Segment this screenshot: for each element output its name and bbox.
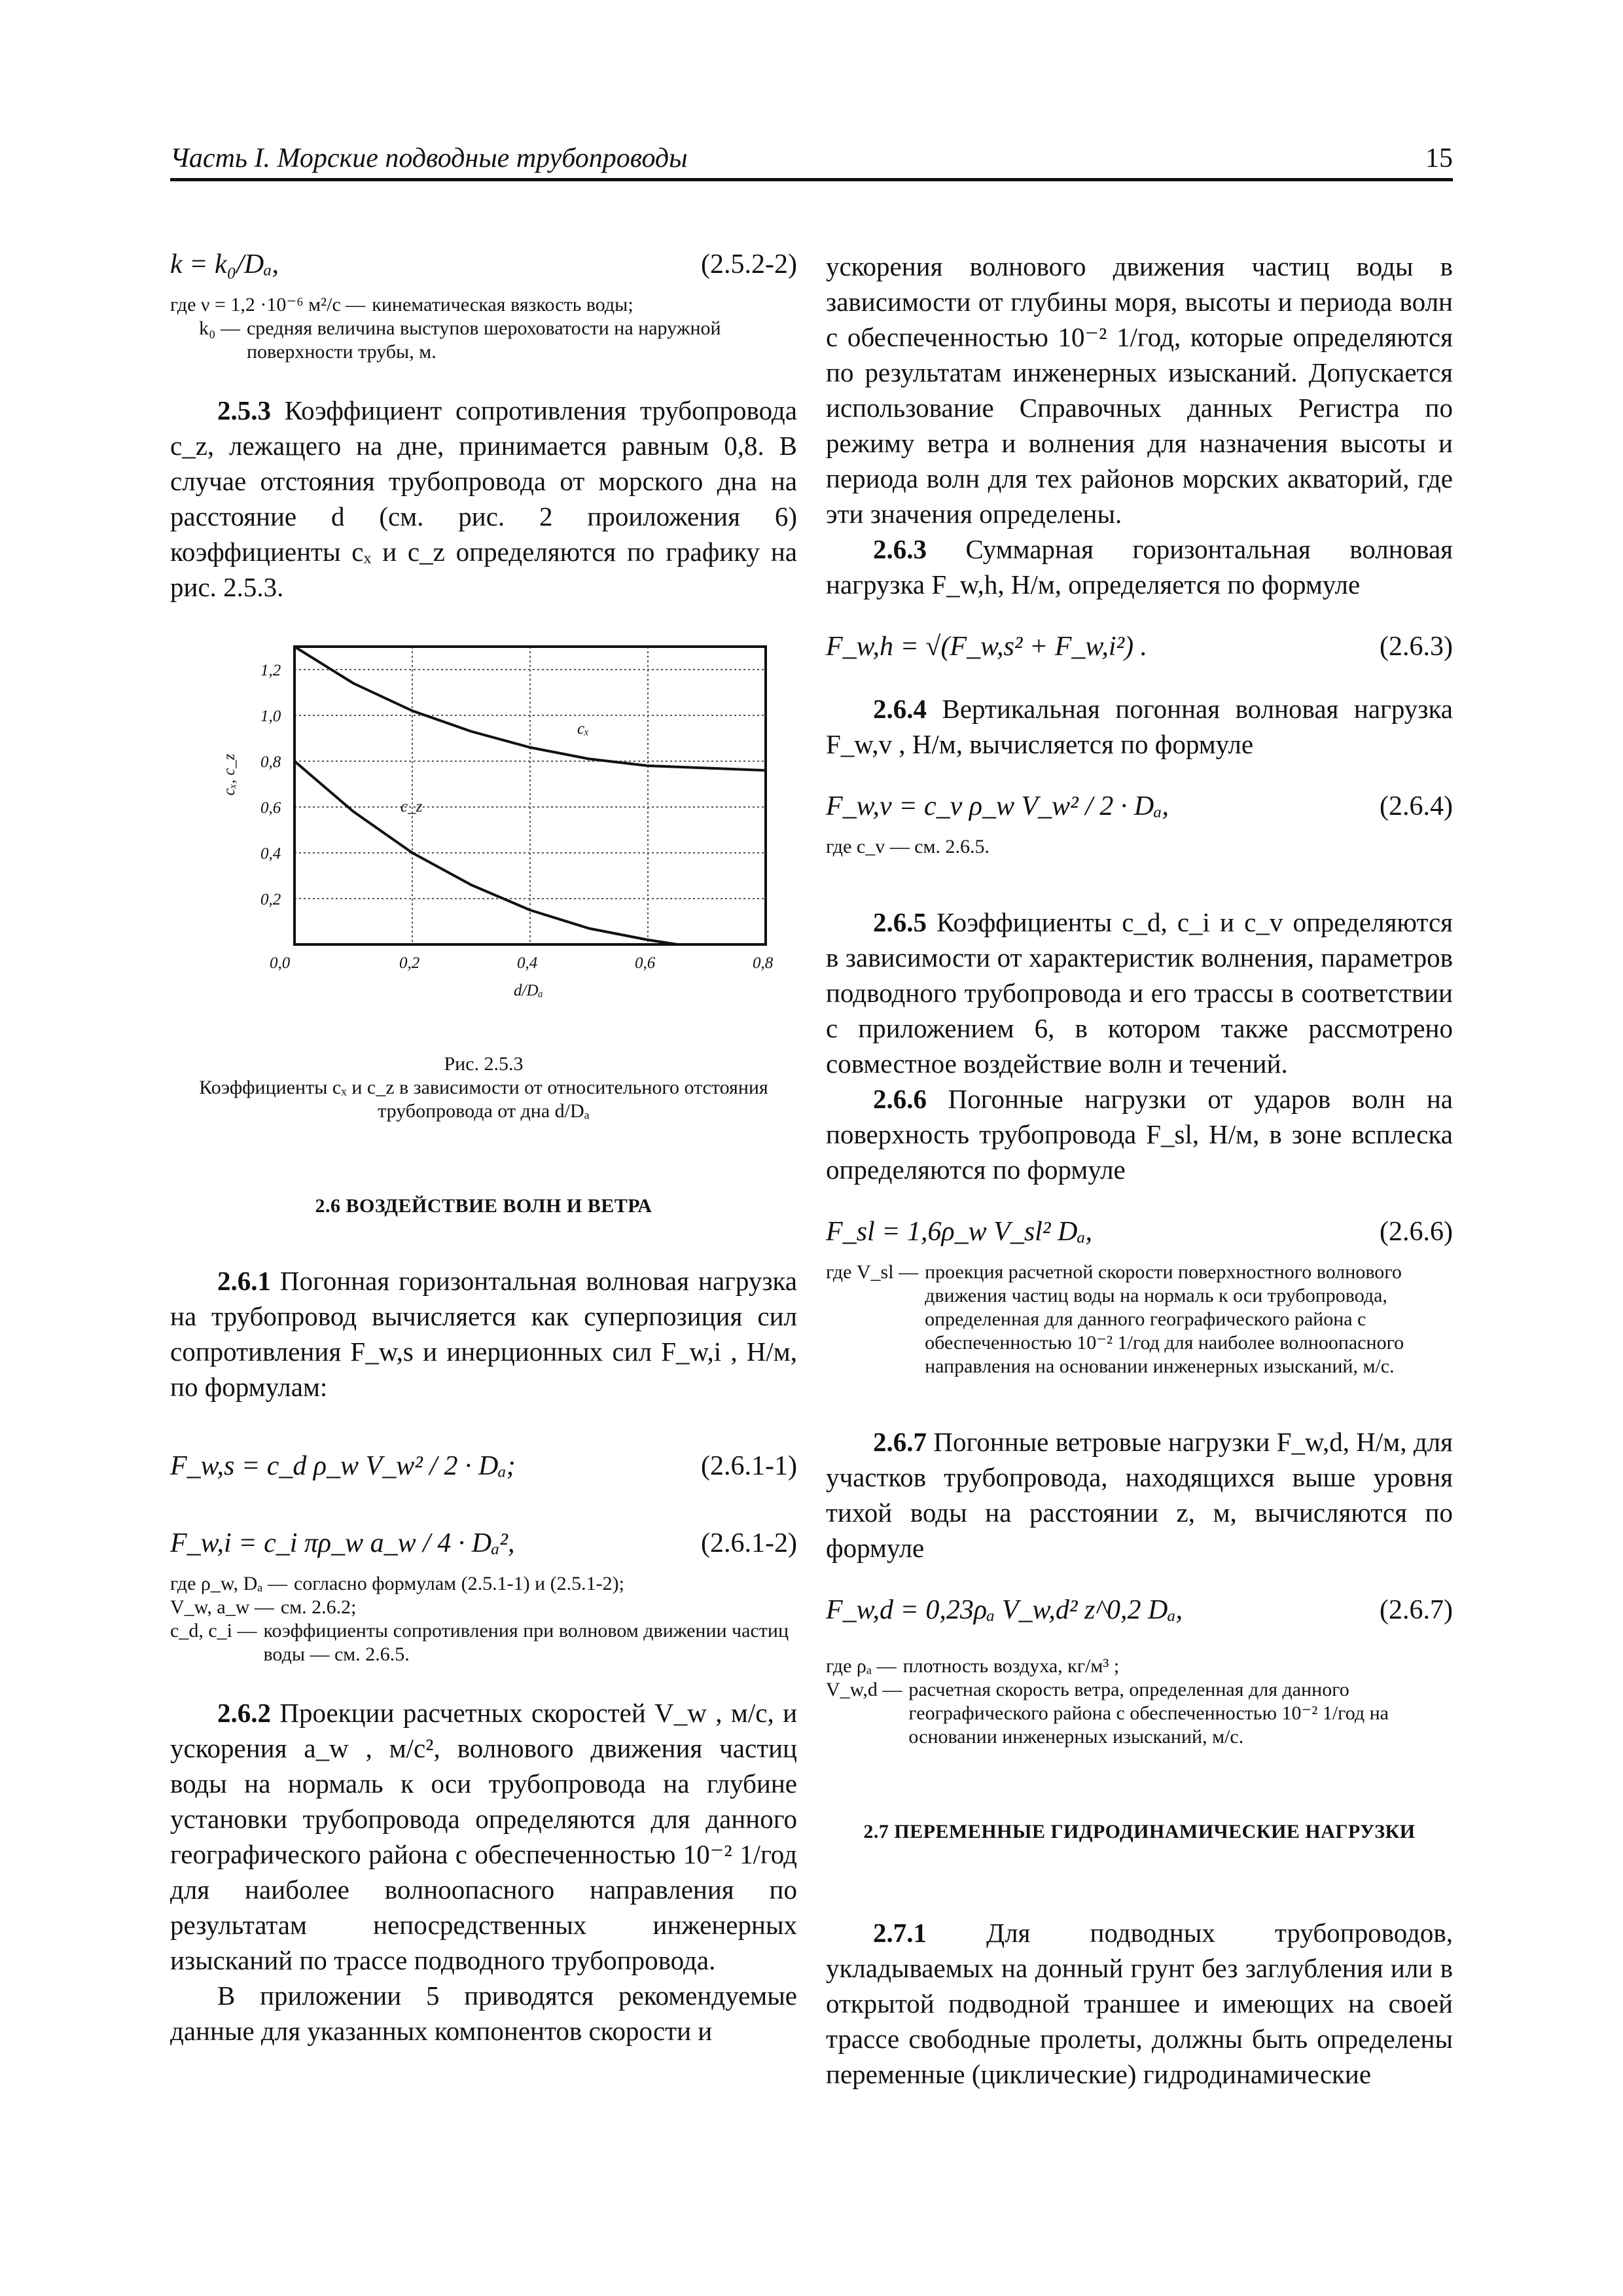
section-heading-2-7: 2.7 ПЕРЕМЕННЫЕ ГИДРОДИНАМИЧЕСКИЕ НАГРУЗКИ: [863, 1821, 1416, 1842]
paragraph-appendix-5: В приложении 5 приводятся рекомендуемые данные для указанных компонентов скорости и: [170, 1981, 797, 2046]
where-2-6-6: где V_sl — проекция расчетной скорости поверхностного волнового движения частиц воды на нормаль к оси трубопровода, определенная для данного географического района с обеспеченностью 10⁻² 1/год для наиболее волноопасного направления на основании инженерных изысканий, м/с.: [826, 1261, 1404, 1377]
page-number: 15: [1425, 143, 1453, 173]
where-item: где ρ_w, Dₐ — согласно формулам (2.5.1-1) и (2.5.1-2);: [170, 1573, 624, 1594]
x-axis-label: d/Dₐ: [514, 982, 543, 999]
equation-number: (2.5.2-2): [701, 249, 797, 279]
y-axis-label: cₓ, c_z: [221, 753, 238, 796]
x-tick-label: 0,6: [635, 954, 656, 972]
where-list-2-6-1: [170, 1572, 797, 1666]
formula-2-6-7: F_w,d = 0,23ρₐ V_w,d² z^0,2 Dₐ, (2.6.7): [826, 1595, 1453, 1625]
y-tick-label: 1,2: [260, 662, 281, 679]
series-label: cₓ: [577, 720, 590, 738]
paragraph-2-6-2: 2.6.2 Проекции расчетных скоростей V_w , м/с, и ускорения a_w , м/с², волнового движения частиц воды на нормаль к оси трубопровода на глубине установки трубопровода определяются для данного географического района с обеспеченностью 10⁻² 1/год для наиболее волноопасного направления по результатам непосредственных инженерных изысканий по трассе подводного трубопровода.: [170, 1698, 798, 1975]
paragraph-2-6-7: 2.6.7 Погонные ветровые нагрузки F_w,d, Н/м, для участков трубопровода, находящихся выше уровня тихой воды на расстоянии z, м, вычисляются по формуле: [826, 1427, 1454, 1563]
paragraph-2-6-3: 2.6.3 Суммарная горизонтальная волновая нагрузка F_w,h, Н/м, определяется по формуле: [826, 534, 1454, 600]
y-tick-label: 1,0: [260, 708, 281, 725]
formula-2-6-3: F_w,h = √(F_w,s² + F_w,i²) . (2.6.3): [826, 632, 1453, 662]
chart-figure-2-5-3: [170, 634, 797, 1052]
where-list-2-6-7: [826, 1655, 1453, 1749]
formula-2-6-1-2: F_w,i = c_i πρ_w a_w / 4 · Dₐ², (2.6.1-2): [170, 1528, 797, 1558]
formula-2-6-1-1: F_w,s = c_d ρ_w V_w² / 2 · Dₐ; (2.6.1-1): [170, 1451, 797, 1481]
right-column: [826, 249, 1453, 2092]
paragraph-2-5-3: 2.5.3 Коэффициент сопротивления трубопровода c_z, лежащего на дне, принимается равным 0,8. В случае отстояния трубопровода от морского дна на расстояние d (см. рис. 2 проиложения 6) коэффициенты cₓ и c_z определяются по графику на рис. 2.5.3.: [170, 395, 797, 602]
paragraph-2-6-6: 2.6.6 Погонные нагрузки от ударов волн на поверхность трубопровода F_sl, Н/м, в зоне всплеска определяются по формуле: [826, 1084, 1454, 1185]
where-item: c_d, c_i — коэффициенты сопротивления при волновом движении частиц воды — см. 2.6.5.: [170, 1620, 789, 1665]
section-heading-2-6: 2.6 ВОЗДЕЙСТВИЕ ВОЛН И ВЕТРА: [315, 1195, 652, 1217]
formula-2-6-6: F_sl = 1,6ρ_w V_sl² Dₐ, (2.6.6): [826, 1217, 1453, 1247]
where-item: V_w, a_w — см. 2.6.2;: [170, 1596, 357, 1618]
figure-caption: Коэффициенты cₓ и c_z в зависимости от относительного отстояния трубопровода от дна d/Dₐ: [199, 1077, 768, 1122]
header-rule: [170, 178, 1453, 181]
running-header-title: Часть I. Морские подводные трубопроводы: [170, 143, 688, 173]
paragraph-2-6-1: 2.6.1 Погонная горизонтальная волновая нагрузка на трубопровод вычисляется как суперпозиция сил сопротивления F_w,s и инерционных сил F_w,i , Н/м, по формулам:: [170, 1266, 798, 1402]
paragraph-2-6-5: 2.6.5 Коэффициенты c_d, c_i и c_v определяются в зависимости от характеристик волнения, параметров подводного трубопровода и его трассы в соответствии с приложением 6, в котором также рассмотрено совместное воздействие волн и течений.: [826, 907, 1454, 1079]
y-tick-label: 0,4: [260, 845, 281, 863]
paragraph-2-7-1: 2.7.1 Для подводных трубопроводов, укладываемых на донный грунт без заглубления или в открытой подводной траншее и имеющих на своей трассе свободные пролеты, должны быть определены переменные (циклические) гидродинамические: [826, 1918, 1453, 2089]
formula-2-6-4: F_w,v = c_v ρ_w V_w² / 2 · Dₐ, (2.6.4): [826, 791, 1453, 821]
paragraph-continued: ускорения волнового движения частиц воды в зависимости от глубины моря, высоты и периода волн с обеспеченностью 10⁻² 1/год, которые определяются по результатам инженерных изысканий. Допускается использование Справочных данных Регистра по режиму ветра и волнения для назначения высоты и периода волн для тех районов морских акваторий, где эти значения определены.: [826, 251, 1453, 529]
where-item: V_w,d — расчетная скорость ветра, определенная для данного географического района с обеспеченностью 10⁻² 1/год на основании инженерных изысканий, м/с.: [826, 1679, 1389, 1748]
y-tick-label: 0,2: [260, 891, 281, 908]
paragraph-2-6-4: 2.6.4 Вертикальная погонная волновая нагрузка F_w,v , Н/м, вычисляется по формуле: [826, 694, 1453, 759]
formula-expr: k = k₀/Dₐ,: [170, 249, 279, 279]
where-2-6-4: где c_v — см. 2.6.5.: [826, 836, 990, 857]
figure-label: Рис. 2.5.3: [444, 1053, 524, 1075]
where-item: где ν = 1,2 ·10⁻⁶ м²/с — кинематическая вязкость воды;: [170, 294, 633, 315]
where-item: k₀ — средняя величина выступов шероховатости на наружной поверхности трубы, м.: [199, 317, 721, 363]
x-tick-label: 0,0: [270, 954, 291, 972]
formula-2-5-2-2: [170, 249, 797, 280]
where-list-k: [170, 293, 797, 364]
x-tick-label: 0,8: [753, 954, 774, 972]
chart-svg: [170, 634, 797, 1052]
series-label: c_z: [401, 798, 423, 816]
left-column: [170, 249, 797, 2049]
y-tick-label: 0,6: [260, 799, 281, 817]
y-tick-label: 0,8: [260, 753, 281, 771]
where-item: где ρₐ — плотность воздуха, кг/м³ ;: [826, 1655, 1120, 1677]
x-tick-label: 0,4: [517, 954, 538, 972]
x-tick-label: 0,2: [399, 954, 420, 972]
